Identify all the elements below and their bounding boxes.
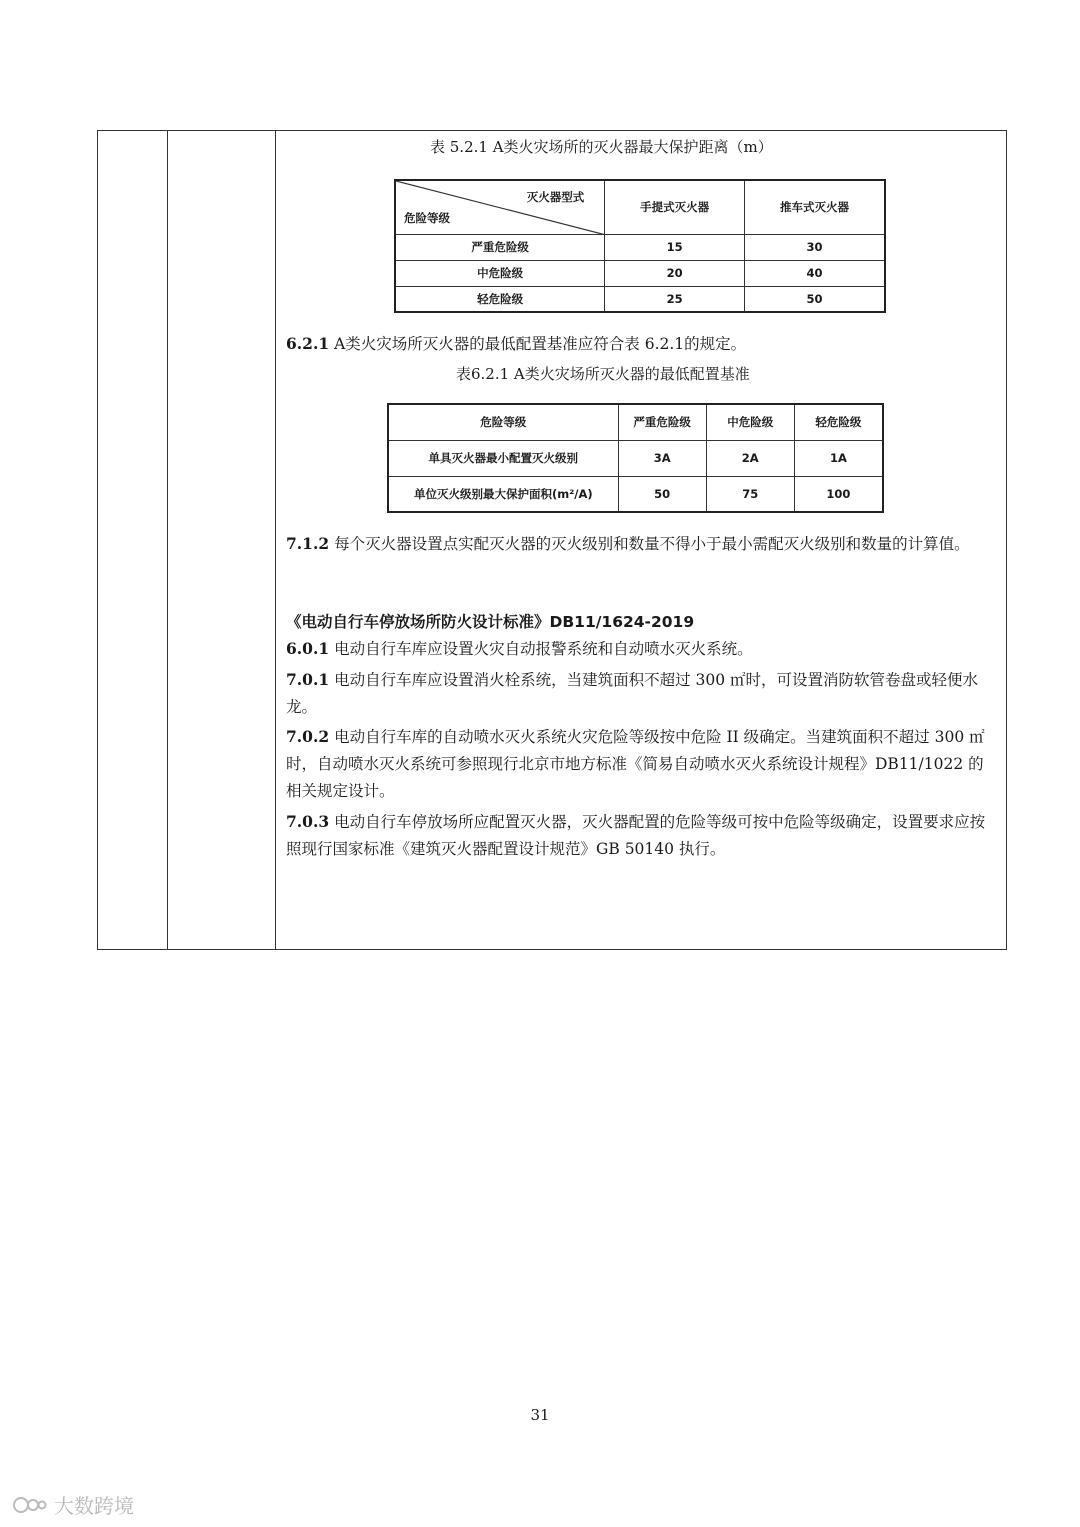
- table2-cell: 75: [706, 476, 794, 512]
- table1-cell: 20: [605, 260, 745, 286]
- clause-text: 电动自行车库应设置消火栓系统，当建筑面积不超过 300 ㎡时，可设置消防软管卷盘或轻便水龙。: [286, 671, 979, 716]
- table1-cell: 25: [605, 286, 745, 312]
- table2-header: 严重危险级: [618, 404, 706, 440]
- clause-7-0-2: [286, 723, 998, 805]
- table1-row-label: 轻危险级: [395, 286, 605, 312]
- clause-number: 6.2.1: [286, 334, 330, 353]
- table2-cell: 3A: [618, 440, 706, 476]
- table1-row-label: 严重危险级: [395, 234, 605, 260]
- table2-min-config-baseline: [387, 403, 884, 513]
- table1-col-header: 手提式灭火器: [605, 180, 745, 234]
- table2-cell: 1A: [794, 440, 883, 476]
- table2-header: 轻危险级: [794, 404, 883, 440]
- table1-cell: 30: [745, 234, 885, 260]
- clause-6-0-1: [286, 635, 998, 663]
- page-number: 31: [530, 1406, 550, 1424]
- watermark-text: 大数跨境: [54, 1494, 134, 1518]
- clause-6-2-1: [286, 330, 998, 358]
- table-row: [395, 234, 885, 260]
- table2-cell: 50: [618, 476, 706, 512]
- clause-7-1-2: [286, 530, 998, 558]
- table-row: [395, 286, 885, 312]
- table1-diag-top: 灭火器型式: [526, 190, 585, 204]
- table1-caption: 表 5.2.1 A类火灾场所的灭火器最大保护距离（m）: [430, 138, 773, 156]
- table1-cell: 15: [605, 234, 745, 260]
- table2-row-label: 单具灭火器最小配置灭火级别: [388, 440, 618, 476]
- clause-text: 电动自行车库的自动喷水灭火系统火灾危险等级按中危险 II 级确定。当建筑面积不超过 300 ㎡时，自动喷水灭火系统可参照现行北京市地方标准《简易自动喷水灭火系统设计规程》DB11/1022 的相关规定设计。: [286, 728, 985, 800]
- column-divider: [167, 131, 168, 949]
- clause-text: 电动自行车库应设置火灾自动报警系统和自动喷水灭火系统。: [329, 640, 753, 658]
- clause-number: 7.0.1: [286, 670, 330, 689]
- table1-col-header: 推车式灭火器: [745, 180, 885, 234]
- table1-cell: 40: [745, 260, 885, 286]
- table-row: [388, 476, 883, 512]
- table2-header: 中危险级: [706, 404, 794, 440]
- clause-text: A类火灾场所灭火器的最低配置基准应符合表 6.2.1的规定。: [329, 335, 747, 353]
- table1-row-label: 中危险级: [395, 260, 605, 286]
- clause-7-0-1: [286, 666, 998, 721]
- table2-caption: 表6.2.1 A类火灾场所灭火器的最低配置基准: [456, 365, 750, 383]
- table1-diagonal-header-cell: [395, 180, 605, 234]
- column-divider: [275, 131, 276, 949]
- table2-header: 危险等级: [388, 404, 618, 440]
- table1-diag-bottom: 危险等级: [404, 210, 450, 225]
- table1-max-protection-distance: [394, 179, 886, 313]
- table1-cell: 50: [745, 286, 885, 312]
- table2-row-label: 单位灭火级别最大保护面积(m²/A): [388, 476, 618, 512]
- clause-7-0-3: [286, 808, 998, 863]
- clause-number: 6.0.1: [286, 639, 330, 658]
- clause-text: 电动自行车停放场所应配置灭火器，灭火器配置的危险等级可按中危险等级确定，设置要求应按照现行国家标准《建筑灭火器配置设计规范》GB 50140 执行。: [286, 813, 986, 858]
- table2-cell: 100: [794, 476, 883, 512]
- table2-cell: 2A: [706, 440, 794, 476]
- clause-number: 7.0.3: [286, 812, 330, 831]
- standard-title: 《电动自行车停放场所防火设计标准》DB11/1624-2019: [286, 613, 695, 631]
- clause-number: 7.1.2: [286, 534, 330, 553]
- watermark: [12, 1490, 134, 1519]
- table-row: [395, 260, 885, 286]
- table-row: [388, 440, 883, 476]
- clause-number: 7.0.2: [286, 727, 330, 746]
- clause-text: 每个灭火器设置点实配灭火器的灭火级别和数量不得小于最小需配灭火级别和数量的计算值。: [329, 535, 970, 553]
- watermark-logo-icon: [12, 1494, 48, 1516]
